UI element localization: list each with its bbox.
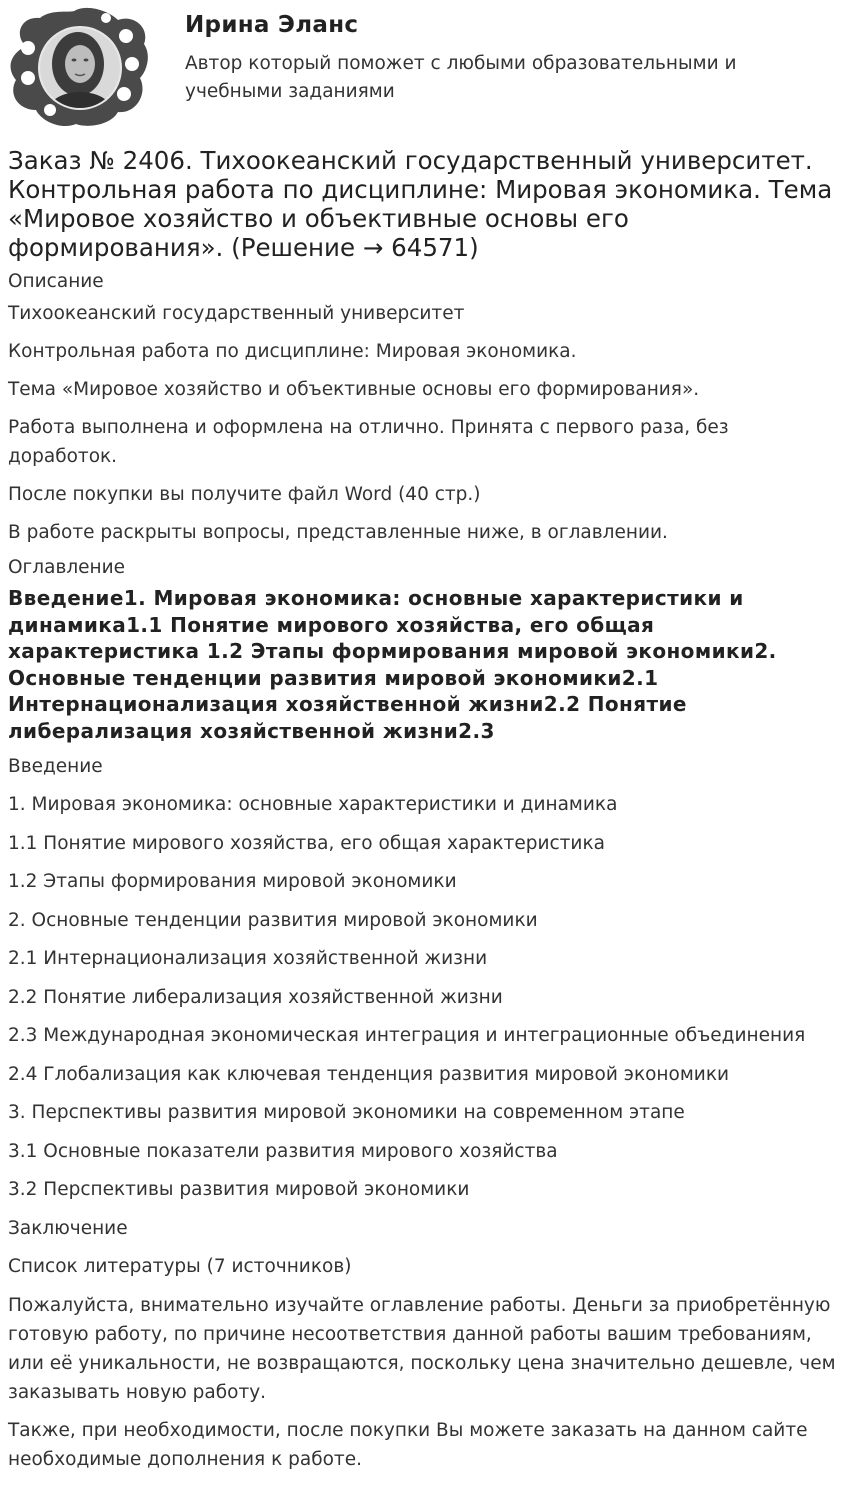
order-content — [8, 146, 840, 1483]
toc-item: 2.3 Международная экономическая интеграция и интеграционные объединения — [8, 1025, 806, 1046]
description-paragraph: Тихоокеанский государственный университет — [8, 303, 465, 324]
toc-item: 2.1 Интернационализация хозяйственной жизни — [8, 948, 488, 969]
author-name: Ирина Эланс — [185, 12, 359, 38]
toc-item: 3.2 Перспективы развития мировой экономики — [8, 1179, 470, 1200]
toc-item: Список литературы (7 источников) — [8, 1256, 352, 1277]
description-paragraph: После покупки вы получите файл Word (40 стр.) — [8, 484, 481, 505]
toc-item: Введение — [8, 756, 103, 777]
author-avatar — [6, 6, 152, 130]
toc-item: 1.2 Этапы формирования мировой экономики — [8, 871, 457, 892]
toc-item: 2. Основные тенденции развития мировой экономики — [8, 909, 538, 931]
toc-item: 2.2 Понятие либерализация хозяйственной жизни — [8, 986, 503, 1008]
toc-label: Оглавление — [8, 557, 126, 578]
toc-item: 1. Мировая экономика: основные характеристики и динамика — [8, 794, 618, 815]
toc-list — [8, 752, 840, 1281]
toc-summary: Введение1. Мировая экономика: основные характеристики и динамика1.1 Понятие мирового хозяйства, его общая характеристика 1.2 Этапы формирования мировой экономики2. Основные тенденции развития мировой экономики2.1 Интернационализация хозяйственной жизни2.2 Понятие либерализация хозяйственной жизни2.3 — [8, 586, 777, 743]
author-header — [0, 0, 847, 135]
toc-item: 3. Перспективы развития мировой экономики на современном этапе — [8, 1102, 685, 1123]
toc-item: 3.1 Основные показатели развития мирового хозяйства — [8, 1140, 558, 1162]
description-label: Описание — [8, 271, 104, 292]
author-description: Автор который поможет с любыми образовательными и учебными заданиями — [185, 53, 737, 102]
order-title: Заказ № 2406. Тихоокеанский государственный университет. Контрольная работа по дисциплине: Мировая экономика. Тема «Мировое хозяйство и объективные основы его формирования». (Решение → 64571) — [8, 146, 833, 262]
description-paragraph: Работа выполнена и оформлена на отлично. Принята с первого раза, без доработок. — [8, 417, 729, 467]
refund-notice: Пожалуйста, внимательно изучайте оглавление работы. Деньги за приобретённую готовую работу, по причине несоответствия данной работы вашим требованиям, или её уникальности, не возвращаются, поскольку цена значительно дешевле, чем заказывать новую работу. — [8, 1294, 836, 1403]
additions-notice: Также, при необходимости, после покупки Вы можете заказать на данном сайте необходимые дополнения к работе. — [8, 1419, 808, 1470]
toc-item: Заключение — [8, 1217, 128, 1239]
toc-item: 2.4 Глобализация как ключевая тенденция развития мировой экономики — [8, 1063, 730, 1085]
description-paragraph: В работе раскрыты вопросы, представленные ниже, в оглавлении. — [8, 522, 668, 543]
description-paragraph: Контрольная работа по дисциплине: Мировая экономика. — [8, 341, 577, 362]
description-paragraph: Тема «Мировое хозяйство и объективные основы его формирования». — [8, 379, 700, 400]
toc-item: 1.1 Понятие мирового хозяйства, его общая характеристика — [8, 832, 605, 854]
